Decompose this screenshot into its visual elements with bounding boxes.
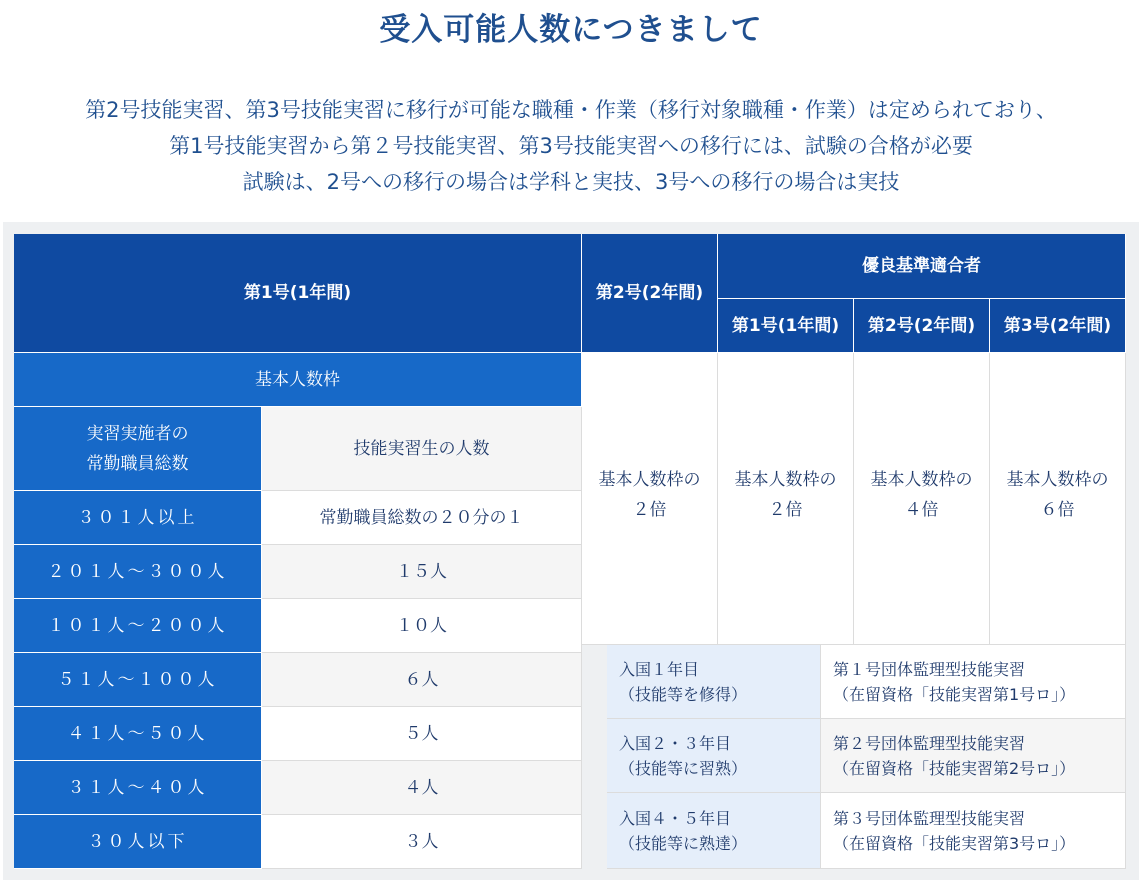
stage-status-cell: 第２号団体監理型技能実習 （在留資格「技能実習第2号ロ」） bbox=[821, 719, 1126, 793]
trainee-count-cell: １５人 bbox=[262, 545, 582, 599]
trainee-count-cell: ６人 bbox=[262, 653, 582, 707]
staff-column-header: 実習実施者の 常勤職員総数 bbox=[14, 407, 262, 491]
multiplier-no2: 基本人数枠の ２倍 bbox=[582, 353, 718, 645]
intro-text bbox=[0, 92, 1142, 200]
intro-line-1: 第2号技能実習、第3号技能実習に移行が可能な職種・作業（移行対象職種・作業）は定められており、 bbox=[85, 98, 1057, 122]
header-excellent-no2: 第2号(2年間) bbox=[854, 299, 990, 353]
staff-count-cell: ４１人～５０人 bbox=[14, 707, 262, 761]
header-excellent-no3: 第3号(2年間) bbox=[990, 299, 1126, 353]
stage-status-cell: 第１号団体監理型技能実習 （在留資格「技能実習第1号ロ」） bbox=[821, 645, 1126, 719]
header-excellent: 優良基準適合者 bbox=[718, 234, 1126, 299]
staff-count-cell: ２０１人～３００人 bbox=[14, 545, 262, 599]
header-excellent-no1: 第1号(1年間) bbox=[718, 299, 854, 353]
stage-year-cell: 入国４・５年目 （技能等に熟達） bbox=[607, 793, 821, 869]
intro-line-3: 試験は、2号への移行の場合は学科と実技、3号への移行の場合は実技 bbox=[242, 170, 900, 194]
staff-count-cell: １０１人～２００人 bbox=[14, 599, 262, 653]
header-no2: 第2号(2年間) bbox=[582, 234, 718, 353]
multiplier-excellent-no3: 基本人数枠の ６倍 bbox=[990, 353, 1126, 645]
trainees-column-header: 技能実習生の人数 bbox=[262, 407, 582, 491]
staff-count-cell: ３０人以下 bbox=[14, 815, 262, 869]
header-no1: 第1号(1年間) bbox=[14, 234, 582, 353]
multiplier-excellent-no2: 基本人数枠の ４倍 bbox=[854, 353, 990, 645]
staff-count-cell: ５１人～１００人 bbox=[14, 653, 262, 707]
trainee-count-cell: ５人 bbox=[262, 707, 582, 761]
trainee-count-cell: ３人 bbox=[262, 815, 582, 869]
basic-quota-header: 基本人数枠 bbox=[14, 353, 582, 407]
staff-count-cell: ３１人～４０人 bbox=[14, 761, 262, 815]
stage-status-cell: 第３号団体監理型技能実習 （在留資格「技能実習第3号ロ」） bbox=[821, 793, 1126, 869]
staff-count-cell: ３０１人以上 bbox=[14, 491, 262, 545]
multiplier-excellent-no1: 基本人数枠の ２倍 bbox=[718, 353, 854, 645]
trainee-count-cell: 常勤職員総数の２０分の１ bbox=[262, 491, 582, 545]
trainee-count-cell: ４人 bbox=[262, 761, 582, 815]
stage-year-cell: 入国１年目 （技能等を修得） bbox=[607, 645, 821, 719]
intro-line-2: 第1号技能実習から第２号技能実習、第3号技能実習への移行には、試験の合格が必要 bbox=[169, 134, 973, 158]
stage-year-cell: 入国２・３年目 （技能等に習熟） bbox=[607, 719, 821, 793]
page-title: 受入可能人数につきまして bbox=[379, 12, 763, 48]
trainee-count-cell: １０人 bbox=[262, 599, 582, 653]
